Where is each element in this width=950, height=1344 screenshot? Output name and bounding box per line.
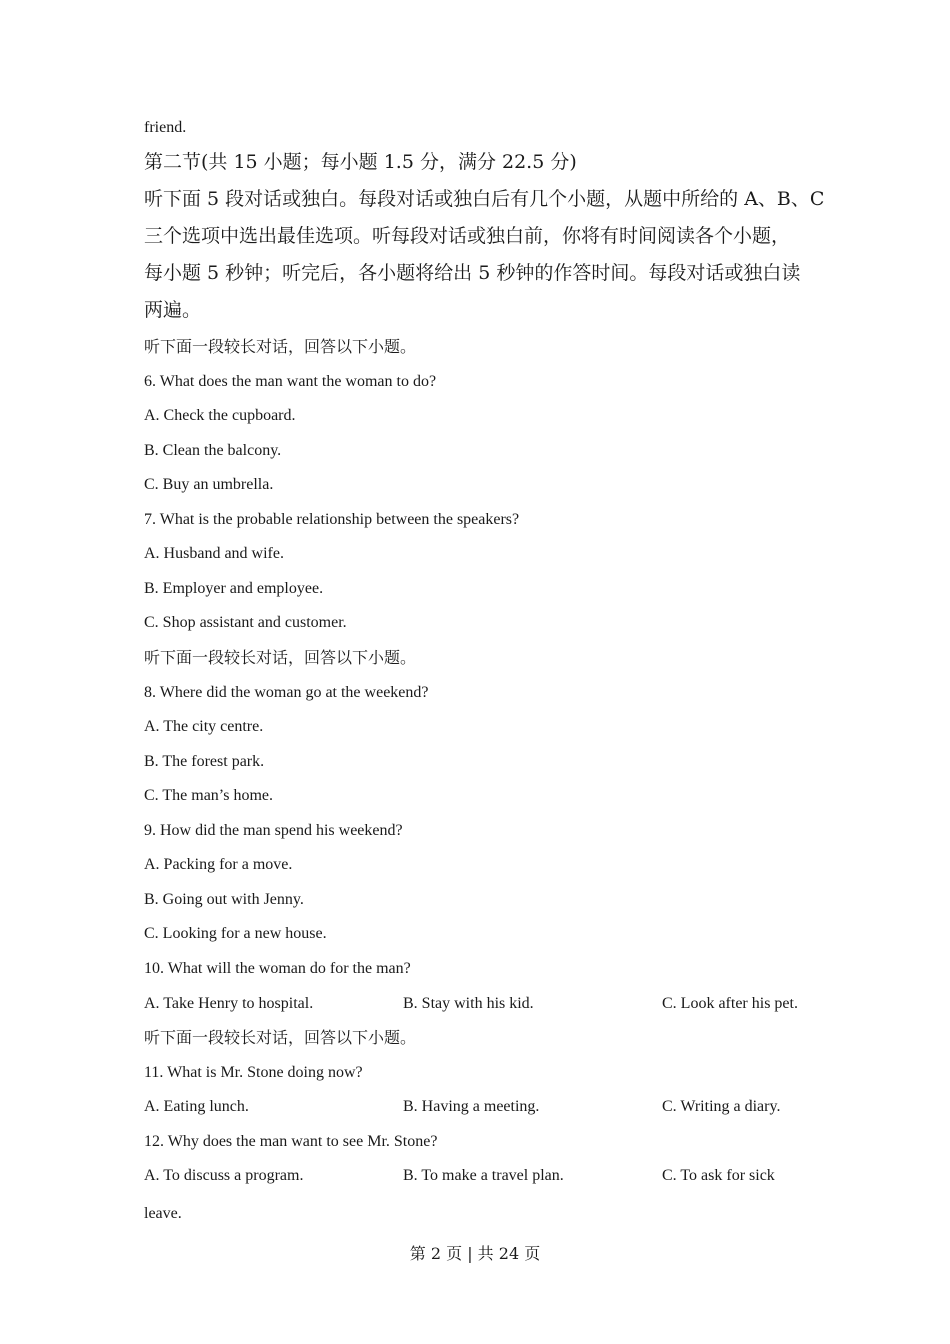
option: B. The forest park. (144, 753, 265, 770)
option: C. Writing a diary. (662, 1098, 781, 1115)
option: A. The city centre. (144, 718, 264, 735)
option: B. Employer and employee. (144, 580, 324, 597)
dialogue-intro: 听下面一段较长对话，回答以下小题。 (144, 337, 417, 356)
option: A. Take Henry to hospital. (144, 995, 314, 1012)
option: C. Look after his pet. (662, 995, 798, 1012)
question-12: 12. Why does the man want to see Mr. Stone? (144, 1133, 438, 1150)
option: B. Stay with his kid. (403, 995, 534, 1012)
option: A. Eating lunch. (144, 1098, 249, 1115)
option: C. Shop assistant and customer. (144, 614, 347, 631)
option-continuation: leave. (144, 1205, 182, 1222)
option: C. Looking for a new house. (144, 925, 327, 942)
option: C. The man’s home. (144, 787, 274, 804)
text-line: friend. (144, 119, 187, 136)
question-9: 9. How did the man spend his weekend? (144, 822, 403, 839)
option: A. Check the cupboard. (144, 407, 296, 424)
page-footer: 第 2 页 | 共 24 页 (409, 1244, 541, 1263)
instruction-line: 听下面 5 段对话或独白。每段对话或独白后有几个小题，从题中所给的 A、B、C (144, 188, 825, 210)
question-11: 11. What is Mr. Stone doing now? (144, 1064, 363, 1081)
question-8: 8. Where did the woman go at the weekend? (144, 684, 429, 701)
instruction-line: 三个选项中选出最佳选项。听每段对话或独白前，你将有时间阅读各个小题， (144, 225, 791, 247)
dialogue-intro: 听下面一段较长对话，回答以下小题。 (144, 648, 417, 667)
dialogue-intro: 听下面一段较长对话，回答以下小题。 (144, 1028, 417, 1047)
option: A. Husband and wife. (144, 545, 284, 562)
option: A. Packing for a move. (144, 856, 293, 873)
option: B. Clean the balcony. (144, 442, 282, 459)
option: B. To make a travel plan. (403, 1167, 564, 1184)
question-6: 6. What does the man want the woman to do? (144, 373, 437, 390)
question-10: 10. What will the woman do for the man? (144, 960, 411, 977)
instruction-line: 两遍。 (144, 299, 202, 321)
options-row (144, 994, 824, 1014)
section-heading: 第二节(共 15 小题；每小题 1.5 分，满分 22.5 分) (144, 151, 577, 173)
option: A. To discuss a program. (144, 1167, 304, 1184)
option: B. Having a meeting. (403, 1098, 540, 1115)
question-7: 7. What is the probable relationship between the speakers? (144, 511, 520, 528)
options-row (144, 1166, 824, 1186)
options-row (144, 1097, 824, 1117)
instruction-line: 每小题 5 秒钟；听完后，各小题将给出 5 秒钟的作答时间。每段对话或独白读 (144, 262, 801, 284)
option: B. Going out with Jenny. (144, 891, 304, 908)
option: C. Buy an umbrella. (144, 476, 274, 493)
option: C. To ask for sick (662, 1167, 775, 1184)
